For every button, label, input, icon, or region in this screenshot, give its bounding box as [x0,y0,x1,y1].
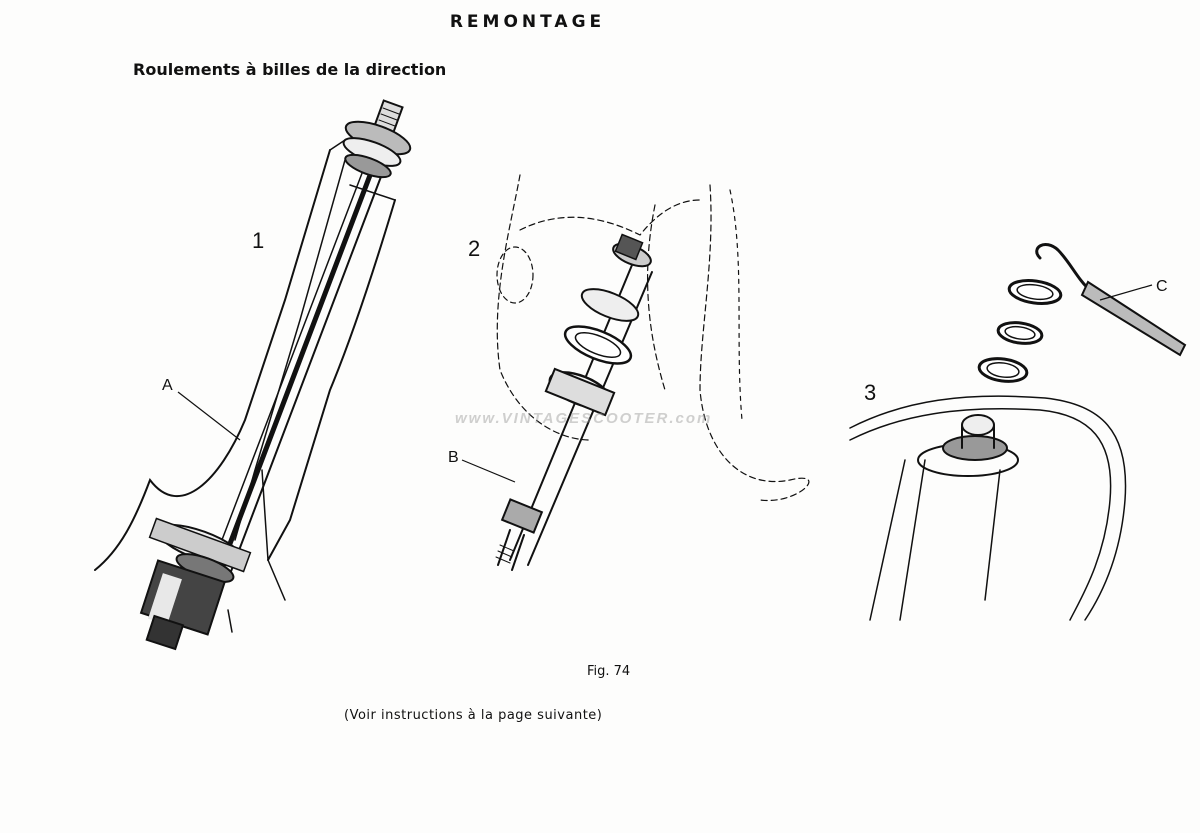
subtitle: Roulements à billes de la direction [133,60,447,79]
panel-2-drawing [496,175,809,570]
panel-3-drawing [850,245,1185,620]
section-title: REMONTAGE [449,12,606,32]
panel-3-number: 3 [864,380,877,405]
callout-c-label: C [1156,278,1168,295]
panel-1-number: 1 [252,228,265,253]
callout-a-label: A [162,377,173,394]
panel-2-number: 2 [468,236,481,261]
instruction-note: (Voir instructions à la page suivante) [344,708,603,723]
callout-a-leader [178,392,240,440]
watermark: www.VINTAGESCOOTER.com [455,410,713,427]
callout-c-leader [1100,285,1152,300]
callout-b-label: B [448,449,459,466]
callout-b-leader [462,460,515,482]
figure-caption: Fig. 74 [587,664,631,679]
panel-1-drawing [95,100,414,649]
